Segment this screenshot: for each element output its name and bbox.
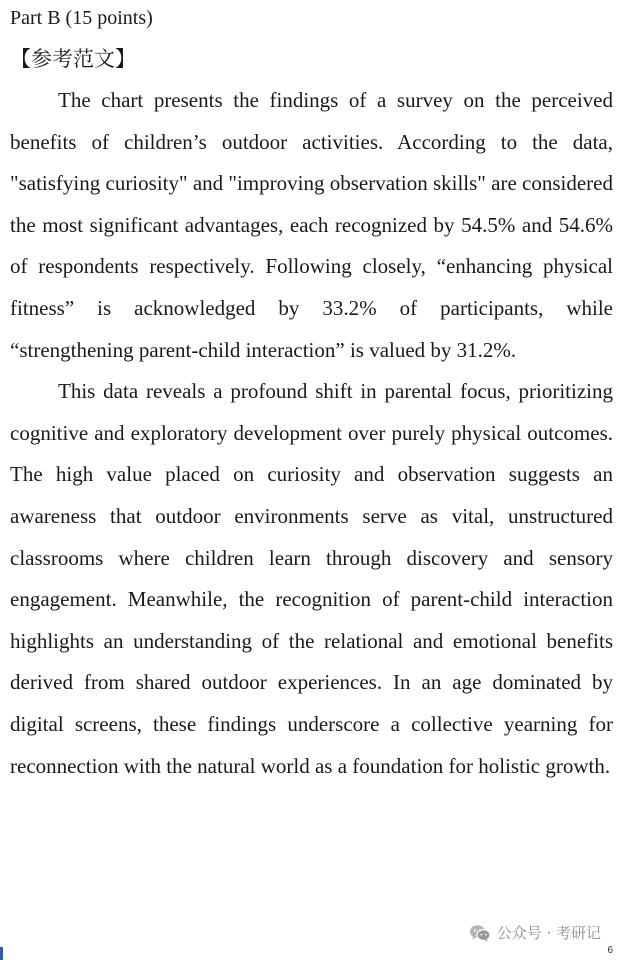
wechat-icon xyxy=(469,924,491,942)
page-title: Part B (15 points) xyxy=(10,7,153,29)
essay-paragraph-2: This data reveals a profound shift in parental focus, prioritizing cognitive and exploratory development over purely physical outcomes. The high value placed on curiosity and observation suggests an awareness that outdoor environments serve as vital, unstructured classrooms where children learn through discovery and sensory engagement. Meanwhile, the recognition of parent-child interaction highlights an understanding of the relational and emotional benefits derived from shared outdoor experiences. In an age dominated by digital screens, these findings underscore a collective yearning for reconnection with the natural world as a foundation for holistic growth. xyxy=(10,379,613,778)
essay-body xyxy=(10,80,613,787)
section-label-reference-essay: 【参考范文】 xyxy=(10,47,136,71)
page-number: 6 xyxy=(607,945,613,956)
page-edge-marker xyxy=(0,947,3,960)
watermark-text: 公众号 · 考研记 xyxy=(496,924,601,942)
essay-paragraph-1: The chart presents the findings of a survey on the perceived benefits of children’s outdoor activities. According to the data, "satisfying curiosity" and "improving observation skills" are considered the most significant advantages, each recognized by 54.5% and 54.6% of respondents respectively. Following closely, “enhancing physical fitness” is acknowledged by 33.2% of participants, while “strengthening parent-child interaction” is valued by 31.2%. xyxy=(10,88,613,362)
watermark xyxy=(469,922,601,943)
